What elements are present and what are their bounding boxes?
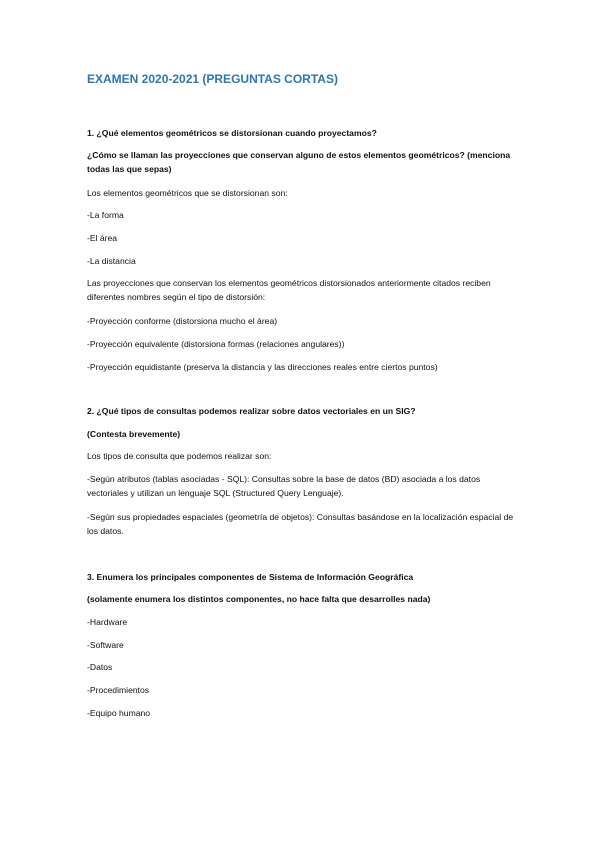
q2-question: 2. ¿Qué tipos de consultas podemos realizar sobre datos vectoriales en un SIG? — [87, 406, 416, 416]
q2-item-attributes: -Según atributos (tablas asociadas - SQL): Consultas sobre la base de datos (BD) asociada a los datos vectoriales y utilizan un lenguaje SQL (Structured Query Lenguaje). — [87, 474, 481, 498]
q1-projection-equidistant: -Proyección equidistante (preserva la distancia y las direcciones reales entre ciertos puntos) — [87, 362, 438, 372]
q2-intro: Los tipos de consulta que podemos realizar son: — [87, 451, 272, 461]
q1-item-distance: -La distancia — [87, 256, 136, 266]
q3-instruction: (solamente enumera los distintos componentes, no hace falta que desarrolles nada) — [87, 594, 431, 604]
q3-question: 3. Enumera los principales componentes de Sistema de Información Geográfica — [87, 572, 414, 582]
q3-item-team: -Equipo humano — [87, 708, 151, 718]
q3-item-data: -Datos — [87, 662, 113, 672]
q1-projection-conformal: -Proyección conforme (distorsiona mucho el área) — [87, 316, 278, 326]
q2-item-spatial: -Según sus propiedades espaciales (geometría de objetos): Consultas basándose en la localización espacial de los datos. — [87, 512, 514, 536]
q1-projection-equivalent: -Proyección equivalente (distorsiona formas (relaciones angulares)) — [87, 339, 345, 349]
q1-intro: Los elementos geométricos que se distorsionan son: — [87, 188, 288, 198]
q3-item-software: -Software — [87, 640, 124, 650]
q3-item-procedures: -Procedimientos — [87, 685, 150, 695]
q3-item-hardware: -Hardware — [87, 617, 128, 627]
q2-instruction: (Contesta brevemente) — [87, 429, 181, 439]
q1-projections-intro: Las proyecciones que conservan los elementos geométricos distorsionados anteriormente citados reciben diferentes nombres según el tipo de distorsión: — [87, 278, 491, 302]
q1-question: 1. ¿Qué elementos geométricos se distorsionan cuando proyectamos? — [87, 128, 377, 138]
q1-item-area: -El área — [87, 233, 118, 243]
exam-title: EXAMEN 2020-2021 (PREGUNTAS CORTAS) — [87, 72, 338, 86]
q1-item-shape: -La forma — [87, 210, 124, 220]
q1-followup: ¿Cómo se llaman las proyecciones que conservan alguno de estos elementos geométricos? (menciona todas las que sepas) — [87, 150, 511, 174]
